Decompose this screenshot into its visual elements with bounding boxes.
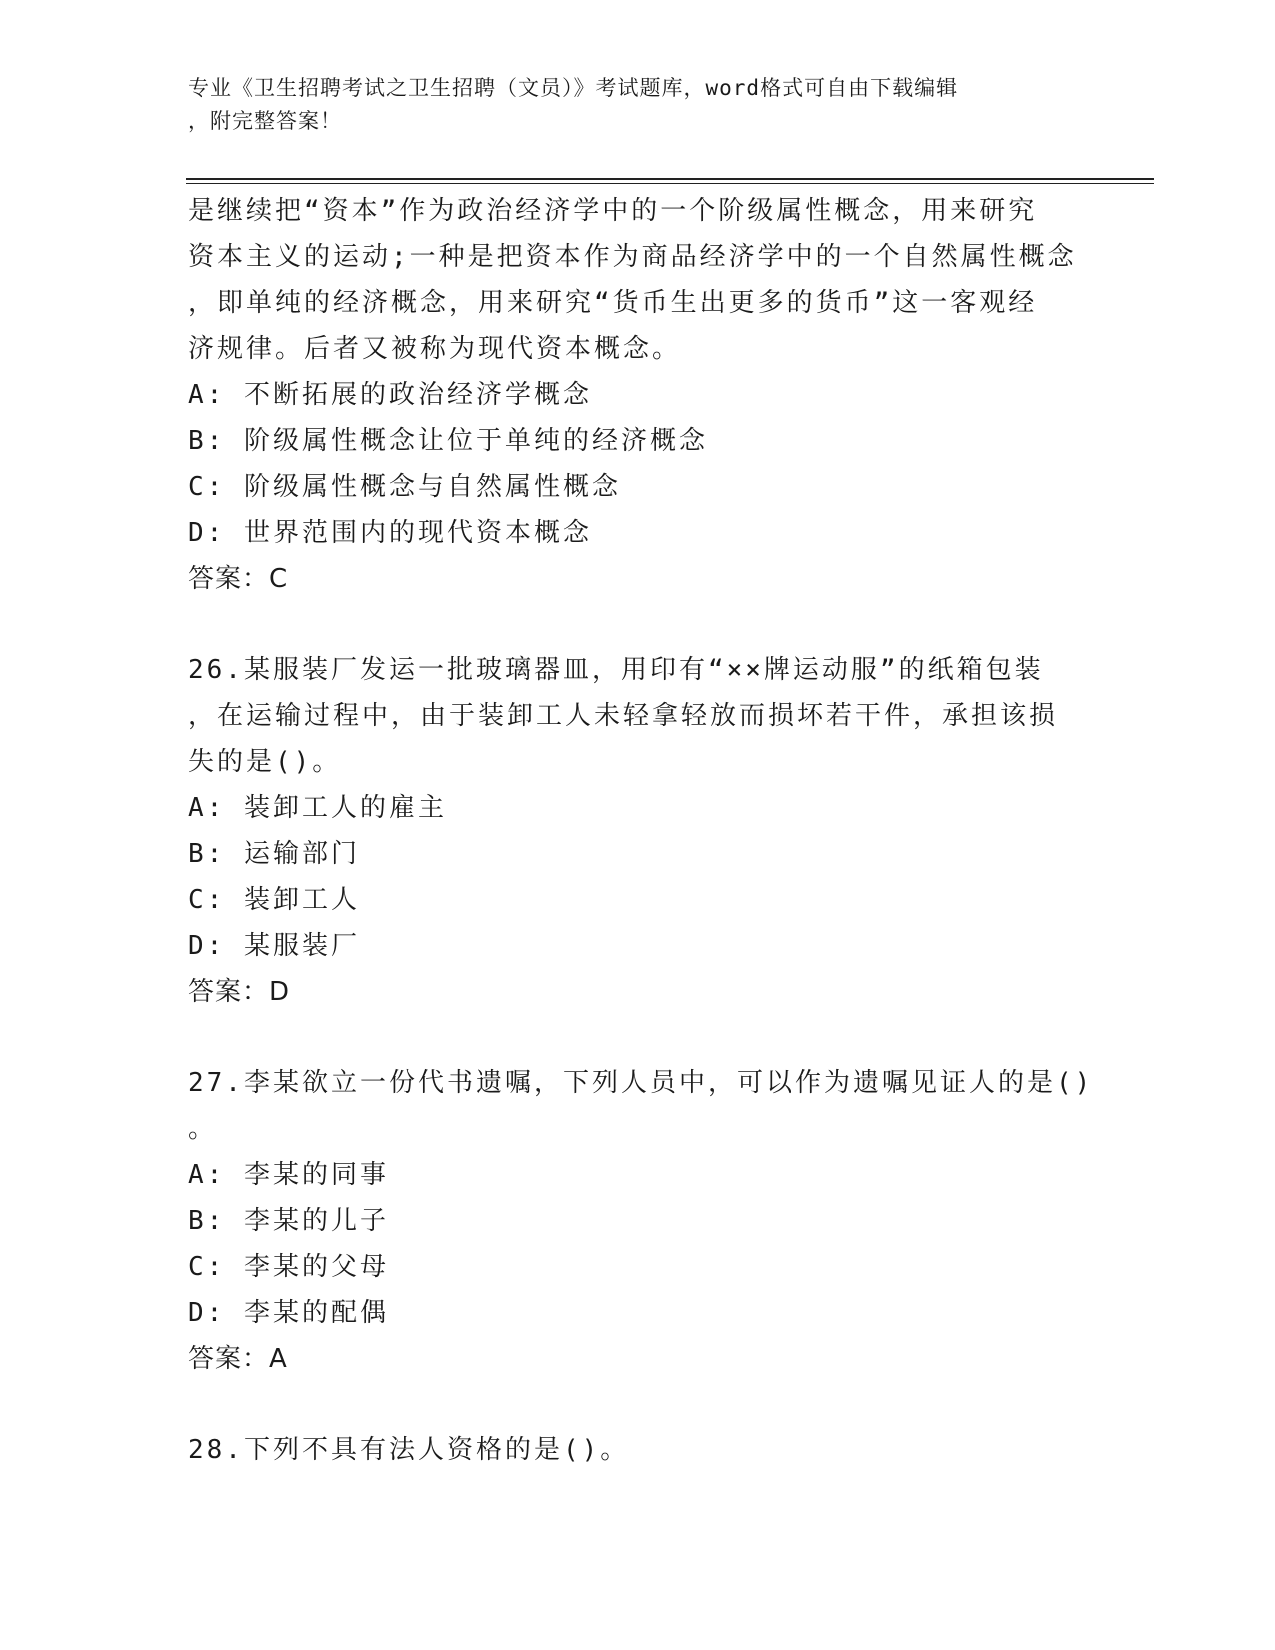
question-content [188,188,1094,1473]
question-26-option-a: A: 装卸工人的雇主 [188,793,447,823]
question-26-option-b: B: 运输部门 [188,839,360,869]
question-25-answer: 答案：C [188,564,289,594]
question-25-option-c: C: 阶级属性概念与自然属性概念 [188,472,621,502]
question-26-answer: 答案：D [188,977,291,1007]
question-25-option-a: A: 不断拓展的政治经济学概念 [188,380,592,410]
question-26-stem-line: 26.某服装厂发运一批玻璃器皿，用印有“××牌运动服”的纸箱包装 [188,655,1044,685]
question-25-option-b: B: 阶级属性概念让位于单纯的经济概念 [188,426,708,456]
question-25-block [188,188,1088,602]
document-header [188,72,1068,138]
question-26-option-d: D: 某服装厂 [188,931,360,961]
question-27-option-b: B: 李某的儿子 [188,1206,389,1236]
question-28-block [188,1427,1088,1473]
question-26-block [188,647,1088,1015]
question-spacer [188,602,1088,647]
question-25-text-line: 是继续把“资本”作为政治经济学中的一个阶级属性概念，用来研究 [188,196,1038,226]
question-27-stem-line: 。 [188,1114,218,1144]
question-27-option-d: D: 李某的配偶 [188,1298,389,1328]
question-27-block [188,1060,1094,1382]
question-spacer [188,1015,1088,1060]
header-line-2: ，附完整答案！ [188,109,342,133]
question-26-stem-line: 失的是()。 [188,747,342,777]
question-27-option-c: C: 李某的父母 [188,1252,389,1282]
question-28-stem-line: 28.下列不具有法人资格的是()。 [188,1435,630,1465]
question-25-text-line: 资本主义的运动;一种是把资本作为商品经济学中的一个自然属性概念 [188,242,1077,272]
question-27-answer: 答案：A [188,1344,288,1374]
question-27-option-a: A: 李某的同事 [188,1160,389,1190]
question-26-stem-line: ，在运输过程中，由于装卸工人未轻拿轻放而损坏若干件，承担该损 [188,701,1059,731]
question-spacer [188,1382,1088,1427]
question-26-option-c: C: 装卸工人 [188,885,360,915]
question-25-text-line: ，即单纯的经济概念，用来研究“货币生出更多的货币”这一客观经 [188,288,1038,318]
question-25-text-line: 济规律。后者又被称为现代资本概念。 [188,334,682,364]
header-divider-thin [186,183,1154,184]
header-line-1: 专业《卫生招聘考试之卫生招聘（文员）》考试题库，word格式可自由下载编辑 [188,76,959,100]
question-25-option-d: D: 世界范围内的现代资本概念 [188,518,592,548]
header-divider-thick [186,178,1154,180]
question-27-stem-line: 27.李某欲立一份代书遗嘱，下列人员中，可以作为遗嘱见证人的是() [188,1068,1094,1098]
